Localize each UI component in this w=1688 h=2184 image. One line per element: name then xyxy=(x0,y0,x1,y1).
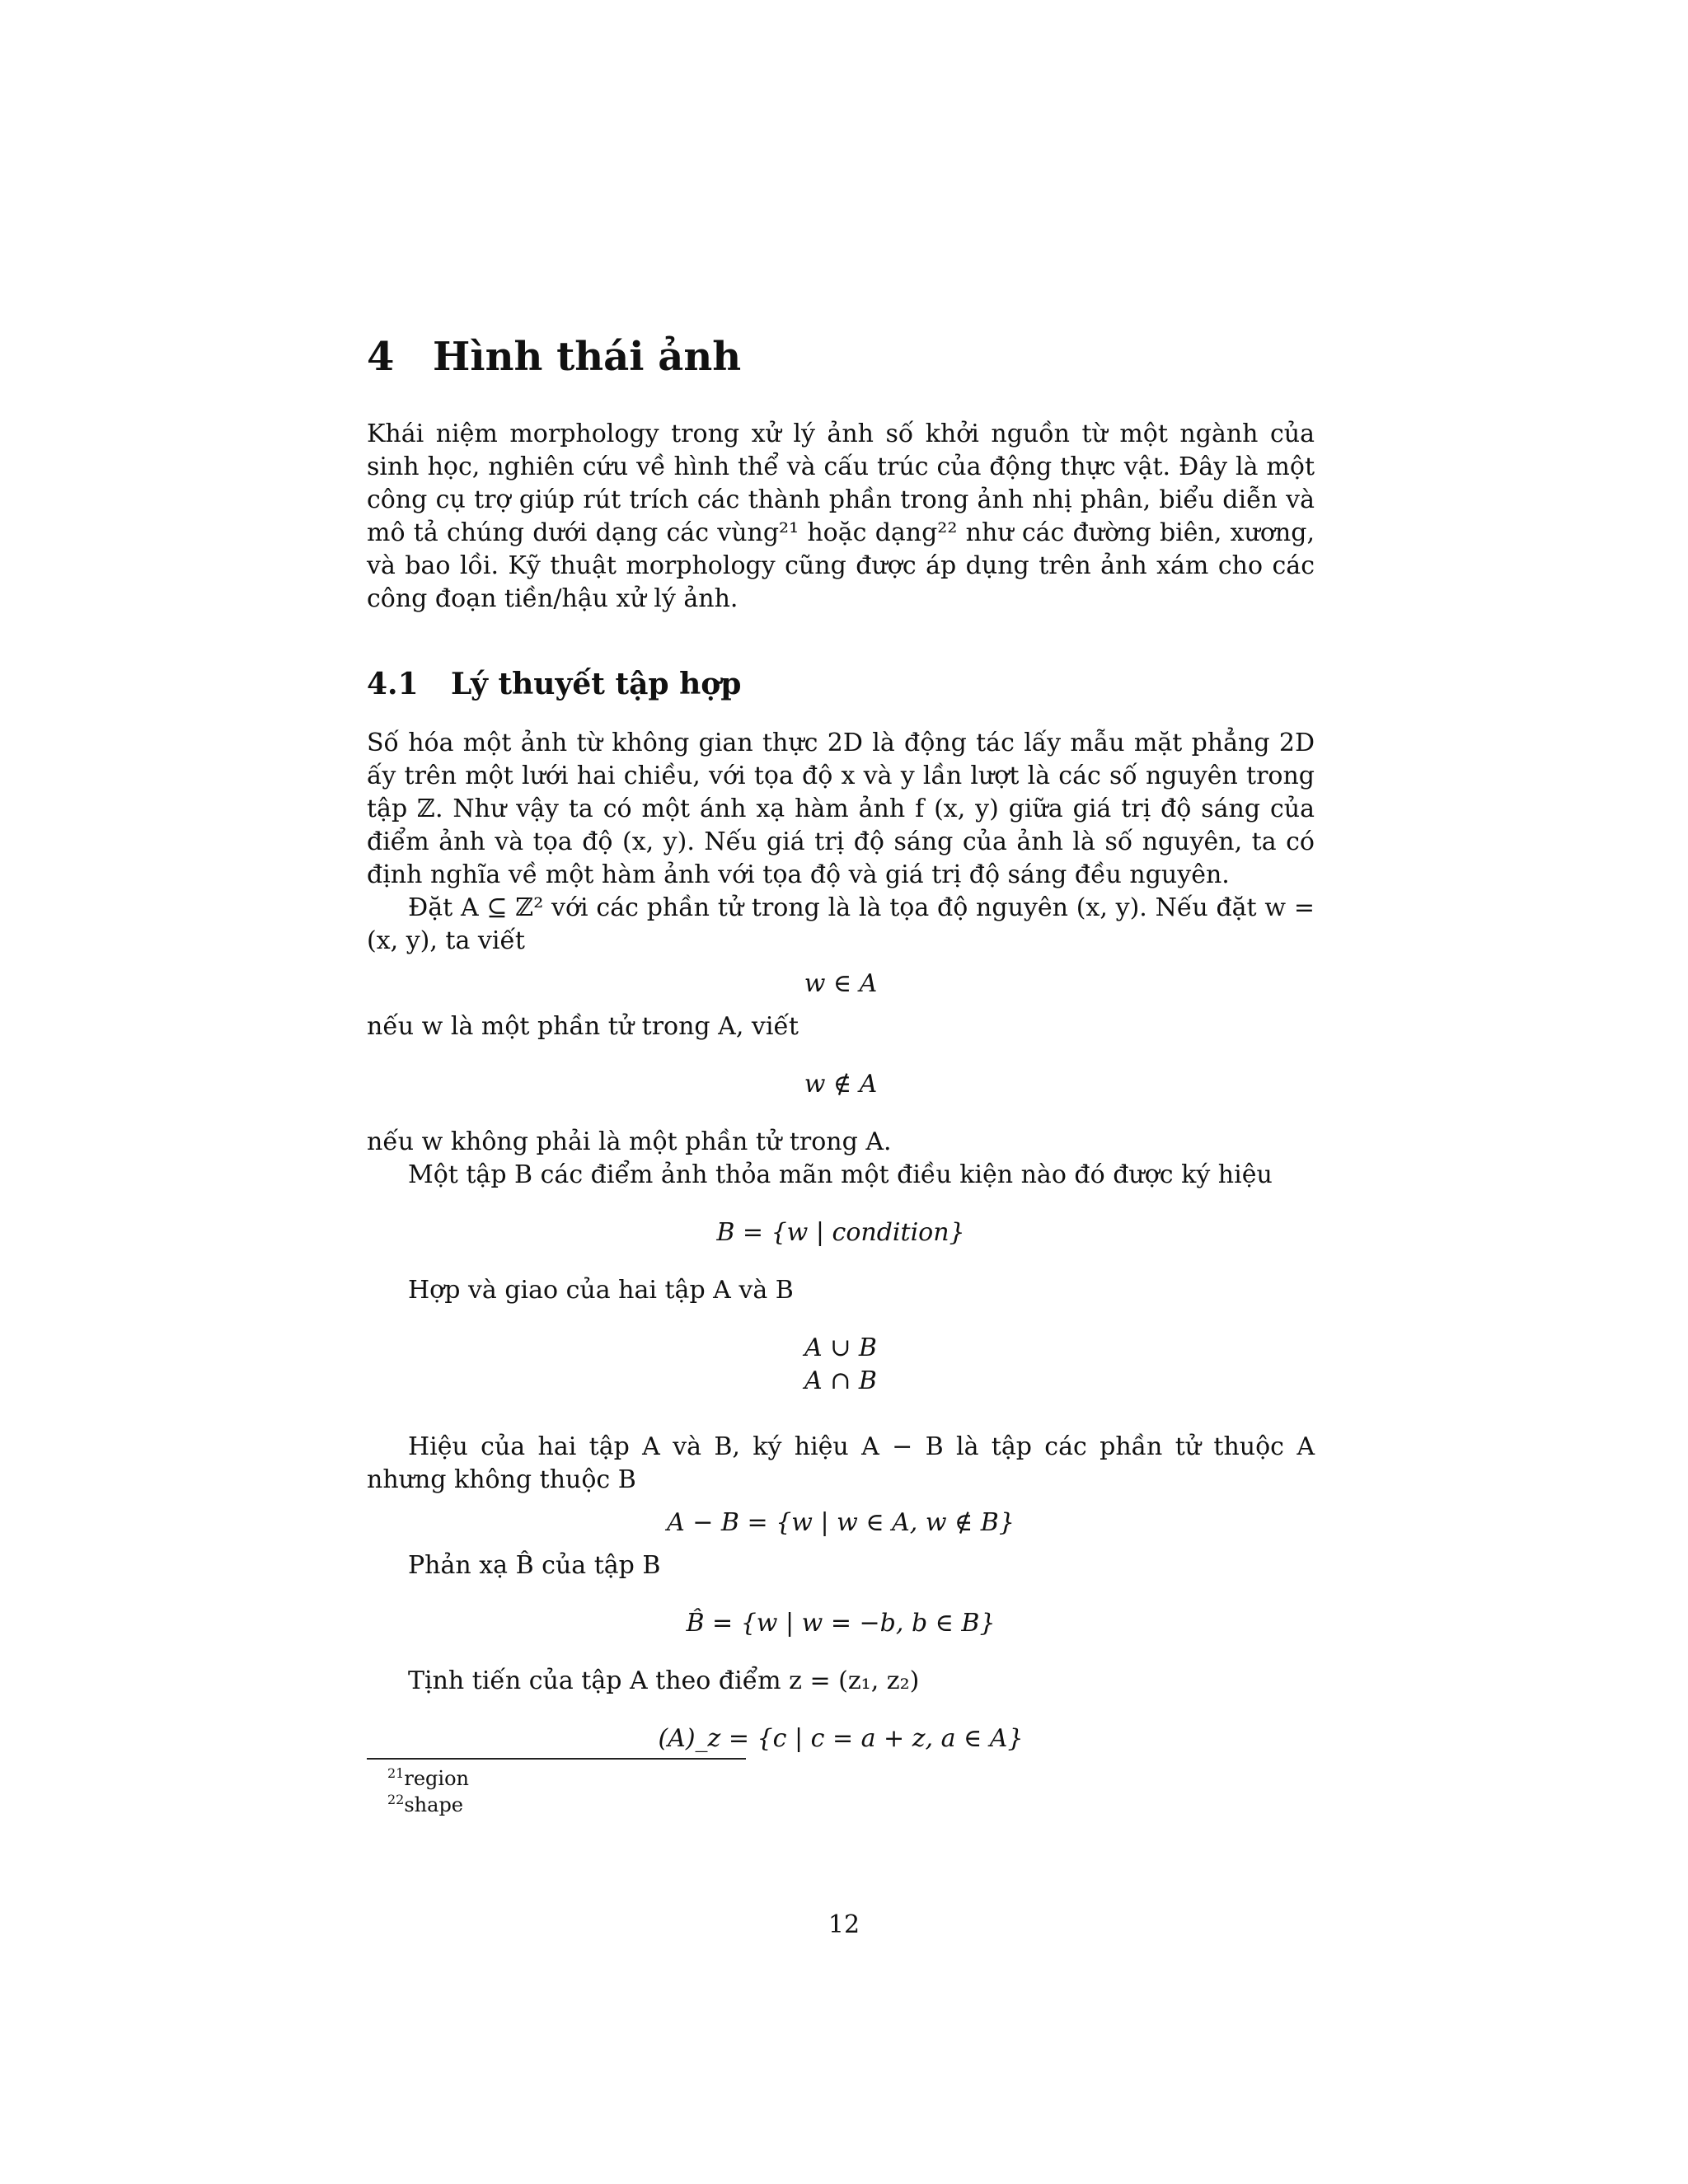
equation-set-builder: B = {w | condition} xyxy=(716,1217,965,1247)
footnote-divider xyxy=(367,1758,746,1760)
paragraph-translation: Tịnh tiến của tập A theo điểm z = (z₁, z₂) xyxy=(408,1666,920,1695)
page-content xyxy=(367,334,1315,1780)
equation-element-of: w ∈ A xyxy=(804,968,878,998)
footnote-22: $^{22}$shape xyxy=(387,1792,464,1816)
equation-reflection: B̂ = {w | w = −b, b ∈ B} xyxy=(686,1608,996,1638)
footnote-21: $^{21}$region xyxy=(387,1765,469,1790)
paragraph-not-element-desc: nếu w không phải là một phần tử trong A. xyxy=(367,1127,892,1156)
equation-not-element-of: w ∉ A xyxy=(804,1069,878,1099)
equation-difference: A − B = {w | w ∈ A, w ∉ B} xyxy=(667,1507,1015,1537)
intro-paragraph: Khái niệm morphology trong xử lý ảnh số khởi nguồn từ một ngành của sinh học, nghiên cứu về hình thể và cấu trúc của động thực vật. Đây là một công cụ trợ giúp rút trích các thành phần trong ảnh nhị phân, biểu diễn và mô tả chúng dưới dạng các vùng²¹ hoặc dạng²² như các đường biên, xương, và bao lồi. Kỹ thuật morphology cũng được áp dụng trên ảnh xám cho các công đoạn tiền/hậu xử lý ảnh. xyxy=(367,419,1315,613)
page-number: 12 xyxy=(828,1910,860,1939)
section-title xyxy=(367,334,1315,382)
equation-intersection: A ∩ B xyxy=(804,1366,877,1395)
paragraph-digitization: Số hóa một ảnh từ không gian thực 2D là động tác lấy mẫu mặt phẳng 2D ấy trên một lưới hai chiều, với tọa độ x và y lần lượt là các số nguyên trong tập ℤ. Như vậy ta có một ánh xạ hàm ảnh f (x, y) giữa giá trị độ sáng của điểm ảnh và tọa độ (x, y). Nếu giá trị độ sáng của ảnh là số nguyên, ta có định nghĩa về một hàm ảnh với tọa độ và giá trị độ sáng đều nguyên. xyxy=(367,728,1315,889)
section-number: 4 xyxy=(367,334,395,380)
subsection-number: 4.1 xyxy=(367,666,419,701)
paragraph-set-definition: Đặt A ⊆ ℤ² với các phần tử trong là là tọa độ nguyên (x, y). Nếu đặt w = (x, y), ta viết xyxy=(367,893,1315,955)
subsection-title-text: Lý thuyết tập hợp xyxy=(451,666,742,701)
equation-translation: (A)_z = {c | c = a + z, a ∈ A} xyxy=(658,1723,1024,1753)
paragraph-difference: Hiệu của hai tập A và B, ký hiệu A − B là tập các phần tử thuộc A nhưng không thuộc B xyxy=(367,1432,1315,1494)
subsection-title xyxy=(367,667,1315,702)
section-title-text: Hình thái ảnh xyxy=(433,334,742,380)
paragraph-condition-set: Một tập B các điểm ảnh thỏa mãn một điều kiện nào đó được ký hiệu xyxy=(408,1160,1273,1189)
equation-union: A ∪ B xyxy=(804,1333,877,1362)
paragraph-element-desc: nếu w là một phần tử trong A, viết xyxy=(367,1011,799,1041)
paragraph-union-intersection: Hợp và giao của hai tập A và B xyxy=(408,1275,794,1305)
footnotes xyxy=(387,1765,469,1818)
paragraph-reflection: Phản xạ B̂ của tập B xyxy=(408,1550,661,1580)
